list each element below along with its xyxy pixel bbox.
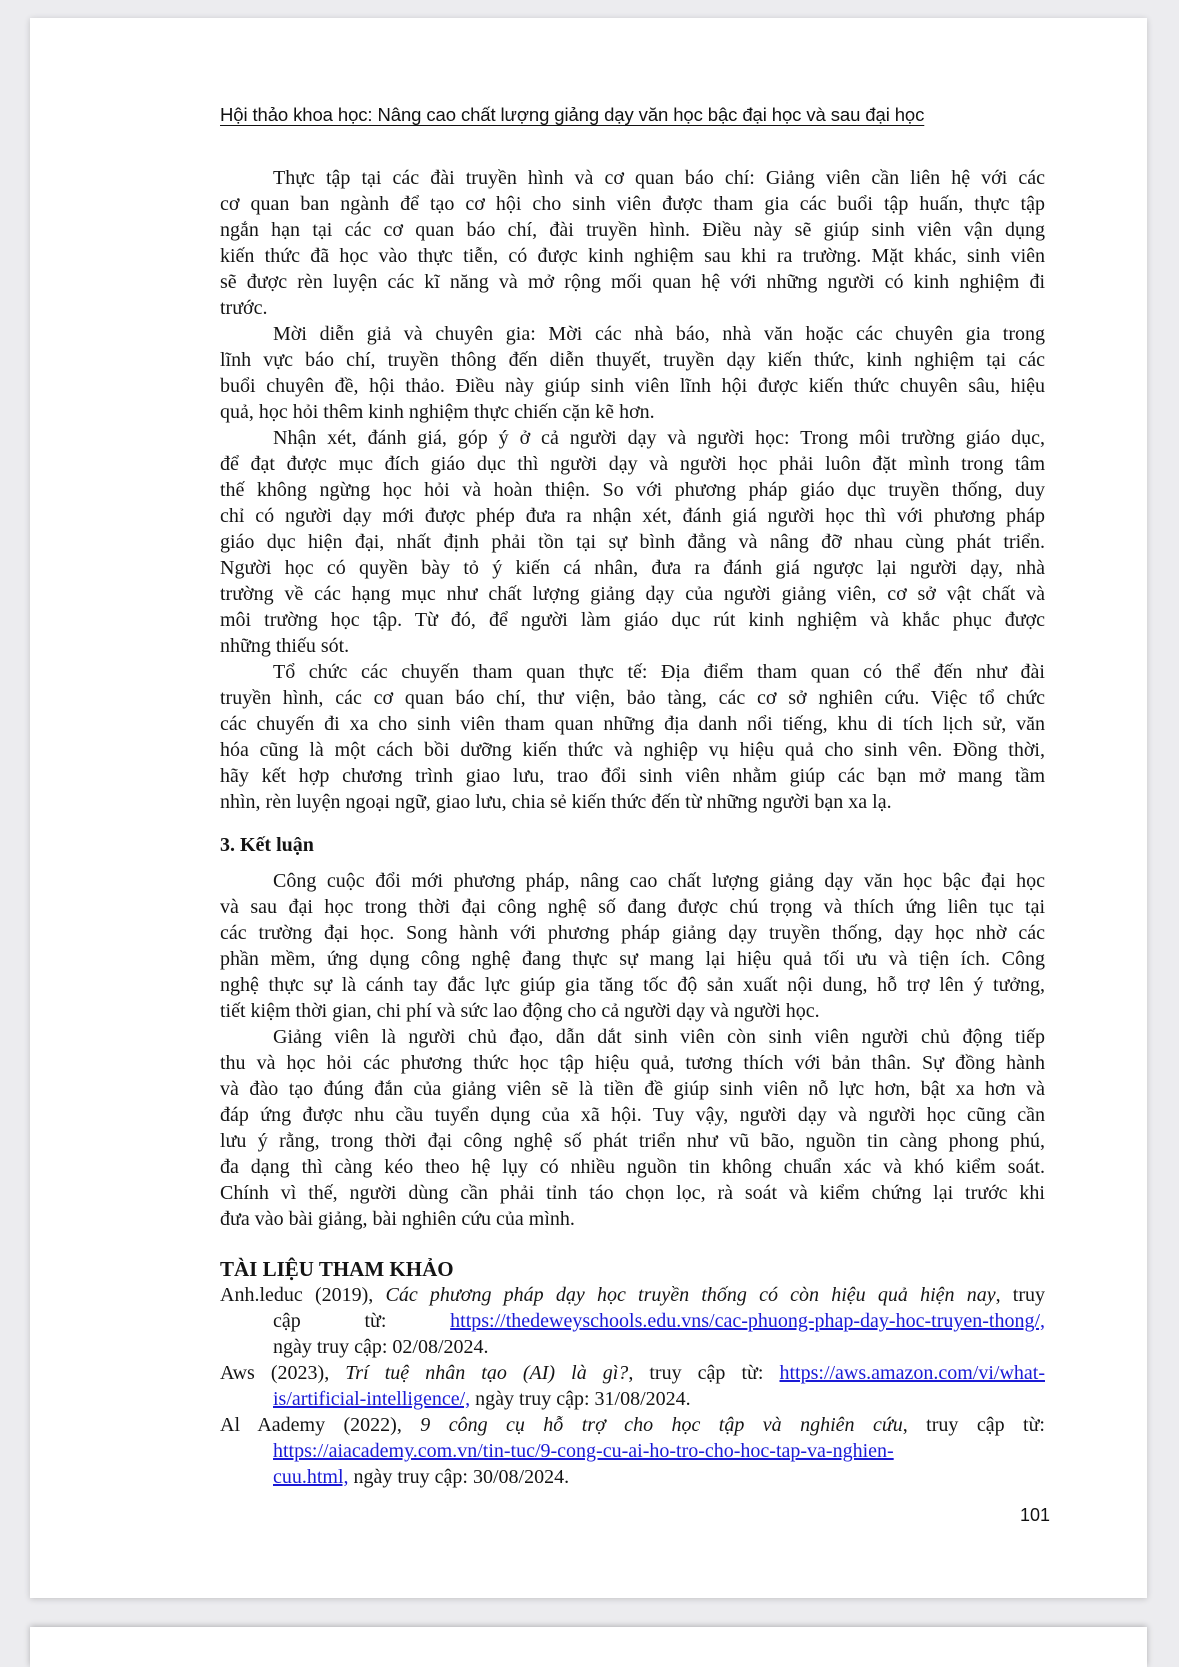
- paragraph-line: giáo dục hiện đại, nhất định phải tồn tại sự bình đẳng và nâng đỡ nhau cùng phát triển.: [220, 531, 1045, 553]
- paragraph-line: phần mềm, ứng dụng công nghệ đang thực sự mang lại hiệu quả tối ưu và tiện ích. Công: [220, 948, 1045, 970]
- paragraph-line: và sau đại học trong thời đại công nghệ số đang được chú trọng và thích ứng liên tục tại: [220, 896, 1045, 918]
- paragraph-line: nhìn, rèn luyện ngoại ngữ, giao lưu, chia sẻ kiến thức đến từ những người bạn xa lạ.: [220, 791, 892, 813]
- reference-text: Anh.leduc (2019),: [220, 1284, 386, 1306]
- reference-item: [220, 1412, 1045, 1490]
- paragraph-line: các chuyến đi xa cho sinh viên tham quan những địa danh nổi tiếng, khu di tích lịch sử, văn: [220, 713, 1045, 735]
- paragraph: [220, 868, 1045, 1024]
- document-page: [30, 18, 1147, 1598]
- paragraph-line: Công cuộc đổi mới phương pháp, nâng cao chất lượng giảng dạy văn học bậc đại học: [273, 870, 1045, 892]
- reference-text: ngày truy cập: 30/08/2024.: [348, 1466, 570, 1488]
- reference-line: [220, 1438, 1045, 1464]
- paragraph-line: cơ quan ban ngành để tạo cơ hội cho sinh viên được tham gia các buổi tập huấn, thực tập: [220, 193, 1045, 215]
- paragraph-line: môi trường học tập. Từ đó, để người làm giáo dục rút kinh nghiệm và khắc phục được: [220, 609, 1045, 631]
- paragraph-line: đáp ứng được nhu cầu tuyển dụng của xã hội. Tuy vậy, người dạy và người học cũng cần: [220, 1104, 1045, 1126]
- reference-link[interactable]: https://aiacademy.com.vn/tin-tuc/9-cong-cu-ai-ho-tro-cho-hoc-tap-va-nghien-: [273, 1440, 894, 1462]
- paragraph-line: tiết kiệm thời gian, chi phí và sức lao động cho cả người dạy và người học.: [220, 1000, 820, 1022]
- reference-link[interactable]: cuu.html,: [273, 1466, 349, 1488]
- page-number: 101: [1020, 1505, 1051, 1525]
- reference-text: , truy: [995, 1284, 1046, 1306]
- paragraph-line: Người học có quyền bày tỏ ý kiến cá nhân, đưa ra đánh giá ngược lại người dạy, nhà: [220, 557, 1045, 579]
- paragraph-line: đưa vào bài giảng, bài nghiên cứu của mình.: [220, 1208, 575, 1230]
- reference-text: ngày truy cập: 31/08/2024.: [470, 1388, 691, 1410]
- paragraph-line: thu và học hỏi các phương thức học tập hiệu quả, tương thích với bản thân. Sự đồng hành: [220, 1052, 1045, 1074]
- reference-text: cập từ:: [273, 1310, 451, 1332]
- reference-line: [220, 1386, 1045, 1412]
- paragraphs-before: [220, 165, 1045, 815]
- paragraph-line: Mời diễn giả và chuyên gia: Mời các nhà báo, nhà văn hoặc các chuyên gia trong: [273, 323, 1045, 345]
- reference-item: [220, 1360, 1045, 1412]
- paragraph-line: lĩnh vực báo chí, truyền thông đến diễn thuyết, truyền dạy kiến thức, kinh nghiệm tại các: [220, 349, 1045, 371]
- paragraph-line: hãy kết hợp chương trình giao lưu, trao đổi sinh viên nhằm giúp các bạn mở mang tầm: [220, 765, 1045, 787]
- reference-title: Các phương pháp dạy học truyền thống có còn hiệu quả hiện nay: [385, 1284, 996, 1306]
- paragraph-line: chỉ có người dạy mới được phép đưa ra nhận xét, đánh giá người học thì với phương pháp: [220, 505, 1045, 527]
- paragraph-line: và đào tạo đúng đắn của giảng viên sẽ là tiền đề giúp sinh viên nỗ lực hơn, bật xa hơn và: [220, 1078, 1045, 1100]
- paragraph-line: những thiếu sót.: [220, 635, 350, 657]
- paragraph-line: để đạt được mục đích giáo dục thì người dạy và người học phải luôn đặt mình trong tâm: [220, 453, 1045, 475]
- paragraph-line: buổi chuyên đề, hội thảo. Điều này giúp sinh viên lĩnh hội được kiến thức chuyên sâu, hiệu: [220, 375, 1045, 397]
- reference-link[interactable]: https://thedeweyschools.edu.vns/cac-phuong-phap-day-hoc-truyen-thong/,: [450, 1310, 1045, 1332]
- paragraph: [220, 425, 1045, 659]
- page-body: [220, 165, 1045, 1490]
- reference-line: [220, 1282, 1045, 1308]
- paragraph-line: Chính vì thế, người dùng cần phải tỉnh táo chọn lọc, rà soát và kiểm chứng lại trước khi: [220, 1182, 1045, 1204]
- running-header: Hội thảo khoa học: Nâng cao chất lượng giảng dạy văn học bậc đại học và sau đại học: [220, 104, 925, 125]
- paragraph-line: truyền hình, các cơ quan báo chí, thư viện, bảo tàng, các cơ sở nghiên cứu. Việc tổ chức: [220, 687, 1045, 709]
- paragraph-line: trước.: [220, 297, 268, 319]
- paragraph-line: Giảng viên là người chủ đạo, dẫn dắt sinh viên còn sinh viên người chủ động tiếp: [273, 1026, 1045, 1048]
- paragraph-line: đa dạng thì càng kéo theo hệ lụy có nhiều nguồn tin không chuẩn xác và khó kiểm soát.: [220, 1156, 1045, 1178]
- reference-item: [220, 1282, 1045, 1360]
- paragraphs-after: [220, 868, 1045, 1232]
- paragraph-line: Thực tập tại các đài truyền hình và cơ quan báo chí: Giảng viên cần liên hệ với các: [273, 167, 1045, 189]
- paragraph: [220, 659, 1045, 815]
- reference-text: ngày truy cập: 02/08/2024.: [273, 1336, 489, 1358]
- reference-title: 9 công cụ hỗ trợ cho học tập và nghiên cứu: [420, 1414, 903, 1436]
- paragraph-line: lưu ý rằng, trong thời đại công nghệ số phát triển như vũ bão, nguồn tin càng phong phú,: [220, 1130, 1045, 1152]
- reference-text: , truy cập từ:: [628, 1362, 780, 1384]
- paragraph-line: trường về các hạng mục như chất lượng giảng dạy của người giảng viên, cơ sở vật chất và: [220, 583, 1045, 605]
- reference-link[interactable]: is/artificial-intelligence/,: [273, 1388, 471, 1410]
- paragraph-line: thế không ngừng học hỏi và hoàn thiện. So với phương pháp giáo dục truyền thống, duy: [220, 479, 1045, 501]
- paragraph-line: quả, học hỏi thêm kinh nghiệm thực chiến cặn kẽ hơn.: [220, 401, 655, 423]
- references-heading: TÀI LIỆU THAM KHẢO: [220, 1257, 454, 1281]
- paragraph-line: kiến thức đã học vào thực tiễn, có được kinh nghiệm sau khi ra trường. Mặt khác, sinh viên: [220, 245, 1045, 267]
- paragraph-line: Tổ chức các chuyến tham quan thực tế: Địa điểm tham quan có thể đến như đài: [273, 661, 1045, 683]
- next-page-edge: [30, 1627, 1147, 1667]
- reference-line: [220, 1412, 1045, 1438]
- paragraph-line: sẽ được rèn luyện các kĩ năng và mở rộng mối quan hệ với những người có kinh nghiệm đi: [220, 271, 1045, 293]
- references-list: [220, 1282, 1045, 1490]
- paragraph-line: các trường đại học. Song hành với phương pháp giảng dạy truyền thống, dạy học nhờ các: [220, 922, 1045, 944]
- reference-text: Aws (2023),: [220, 1362, 346, 1384]
- reference-title: Trí tuệ nhân tạo (AI) là gì?: [345, 1362, 629, 1384]
- paragraph: [220, 1024, 1045, 1232]
- reference-line: [220, 1334, 1045, 1360]
- section-heading: 3. Kết luận: [220, 834, 314, 856]
- paragraph-line: Nhận xét, đánh giá, góp ý ở cả người dạy và người học: Trong môi trường giáo dục,: [273, 427, 1045, 449]
- paragraph: [220, 165, 1045, 321]
- reference-line: [220, 1308, 1045, 1334]
- paragraph-line: nghệ thực sự là cánh tay đắc lực giúp gia tăng tốc độ sản xuất nội dung, hỗ trợ lên ý tưởng,: [220, 974, 1045, 996]
- reference-line: [220, 1360, 1045, 1386]
- reference-line: [220, 1464, 1045, 1490]
- reference-text: , truy cập từ:: [902, 1414, 1045, 1436]
- reference-text: Al Aademy (2022),: [220, 1414, 421, 1436]
- paragraph-line: ngắn hạn tại các cơ quan báo chí, đài truyền hình. Điều này sẽ giúp sinh viên vận dụng: [220, 219, 1045, 241]
- paragraph: [220, 321, 1045, 425]
- paragraph-line: hóa cũng là một cách bồi dưỡng kiến thức và nghiệp vụ hiệu quả cho sinh vên. Đồng thời,: [220, 739, 1045, 761]
- reference-link[interactable]: https://aws.amazon.com/vi/what-: [779, 1362, 1045, 1384]
